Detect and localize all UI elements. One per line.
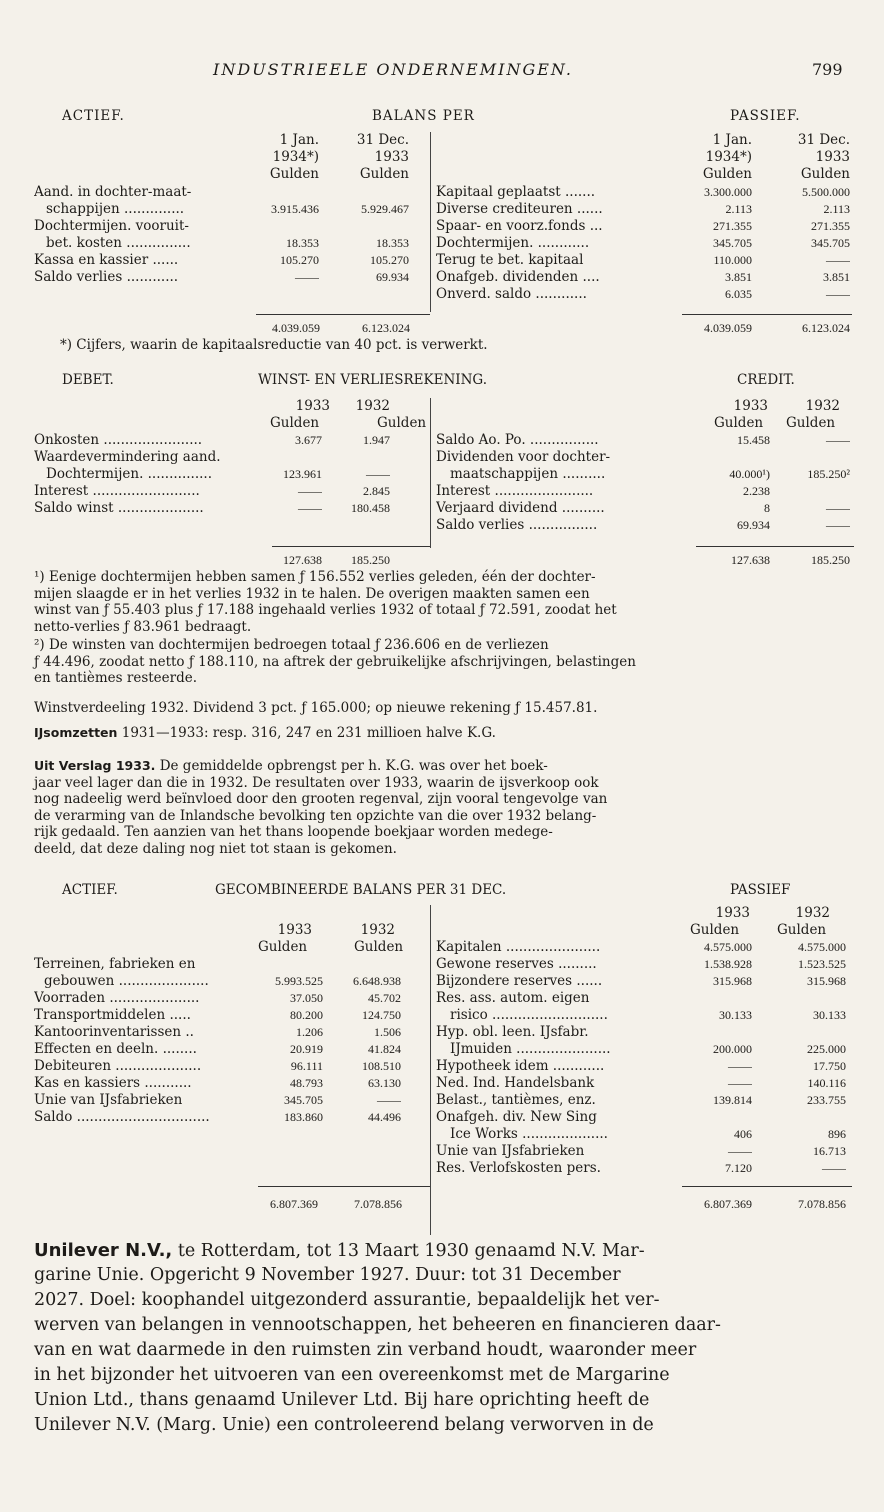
- balans2-divider: [430, 905, 431, 1235]
- ijsomzetten-text: 1931—1933: resp. 316, 247 en 231 millioen halve K.G.: [117, 725, 496, 741]
- balans1-footnote: *) Cijfers, waarin de kapitaalsreductie van 40 pct. is verwerkt.: [60, 337, 488, 353]
- winst-col-year-b: 1932: [355, 398, 390, 414]
- balans1-right-total-1933: 6.123.024: [802, 321, 850, 335]
- winst-left-total-1933: 127.638: [283, 553, 322, 567]
- ijsomzetten-line: [34, 724, 496, 742]
- balans1-left-values-1933: 5.929.467 18.353 105.270 69.934: [361, 202, 409, 284]
- balans1-colhead-right-b: 31 Dec. 1933 Gulden: [797, 132, 850, 182]
- footnote-1: ¹) Eenige dochtermijen hebben samen ƒ 156.552 verlies geleden, één der dochter- mijen slaagde er in het verlies 1932 in te halen. De overigen maakten samen een winst van ƒ 55.403 plus ƒ 17.188 ingehaald verlies 1932 of totaal ƒ 72.591, zoodat het netto-verlies ƒ 83.961 bedraagt.: [34, 569, 617, 635]
- balans2-title: GECOMBINEERDE BALANS PER 31 DEC.: [215, 882, 507, 898]
- balans1-left-values-1934: 3.915.436 18.353 105.270 ——: [271, 202, 319, 284]
- winst-right-values-1933: 15.458 40.000¹) 2.238 8 69.934: [729, 433, 770, 532]
- winst-left-labels: Onkosten ....................... Waardevermindering aand. Dochtermijen. ............... Interest ......................... Saldo winst ....................: [34, 432, 221, 516]
- winst-right-total-1933: 127.638: [731, 553, 770, 567]
- winst-right-total-1932: 185.250: [811, 553, 850, 567]
- winst-right-year-b: 1932: [805, 398, 840, 414]
- balans1-left-labels: Aand. in dochter-maat- schappijen .............. Dochtermijen. vooruit- bet. kosten ............... Kassa en kassier ...... Saldo verlies ............: [34, 184, 192, 285]
- balans2-right-unit-b: Gulden: [777, 922, 827, 938]
- winst-title: WINST- EN VERLIESREKENING.: [258, 372, 488, 388]
- balans1-colhead-left-a: 1 Jan. 1934*) Gulden: [269, 132, 319, 182]
- balans2-right-total-1933: 6.807.369: [704, 1197, 752, 1211]
- winst-right-values-1932: —— 185.250² —— ——: [807, 433, 850, 532]
- winst-left-total-1932: 185.250: [351, 553, 390, 567]
- unilever-name: Unilever N.V.,: [34, 1240, 173, 1261]
- balans1-right-values-1933: 5.500.000 2.113 271.355 345.705 —— 3.851 ——: [802, 185, 850, 301]
- winst-right-labels: Saldo Ao. Po. ................ Dividenden voor dochter- maatschappijen .......... Interest ....................... Verjaard dividend .......... Saldo verlies ................: [436, 432, 611, 533]
- balans2-left-values-1932: 6.648.938 45.702 124.750 1.506 41.824 108.510 63.130 —— 44.496: [353, 974, 401, 1124]
- balans1-right-labels: Kapitaal geplaatst ....... Diverse crediteuren ...... Spaar- en voorz.fonds ... Dochtermijen. ............ Terug te bet. kapitaal Onafgeb. dividenden .... Onverd. saldo ............: [436, 184, 603, 302]
- balans2-left-year-a: 1933: [277, 922, 312, 938]
- balans1-title: BALANS PER: [372, 108, 475, 124]
- winst-right-year-a: 1933: [733, 398, 768, 414]
- winst-left-values-1932: 1.947 —— 2.845 180.458: [351, 433, 390, 515]
- balans1-right-total-1934: 4.039.059: [704, 321, 752, 335]
- winst-left-values-1933: 3.677 123.961 —— ——: [283, 433, 322, 515]
- balans2-left-values-1933: 5.993.525 37.050 80.200 1.206 20.919 96.111 48.793 345.705 183.860: [275, 974, 323, 1124]
- balans1-actief-heading: ACTIEF.: [62, 108, 125, 124]
- page-number: 799: [812, 60, 843, 79]
- balans2-left-unit-a: Gulden: [258, 939, 308, 955]
- balans2-actief-heading: ACTIEF.: [62, 882, 118, 898]
- footnote-2: ²) De winsten van dochtermijen bedroegen totaal ƒ 236.606 en de verliezen ƒ 44.496, zoodat netto ƒ 188.110, na aftrek der gebruikelijke afschrijvingen, belastingen en tantièmes resteerde.: [34, 637, 636, 687]
- winst-divider: [430, 398, 431, 548]
- verslag-label: Uit Verslag 1933.: [34, 758, 156, 773]
- balans2-right-labels: Kapitalen ...................... Gewone reserves ......... Bijzondere reserves ...... Res. ass. autom. eigen risico ........................... Hyp. obl. leen. IJsfabr. IJmuiden ...................... Hypotheek idem ............ Ned. Ind. Handelsbank Belast., tantièmes, enz. Onafgeh. div. New Sing Ice Works .................... Unie van IJsfabrieken Res. Verlofskosten pers.: [436, 939, 611, 1176]
- winst-col-unit-a: Gulden: [270, 415, 320, 431]
- balans1-colhead-right-a: 1 Jan. 1934*) Gulden: [702, 132, 752, 182]
- balans1-colhead-left-b: 31 Dec. 1933 Gulden: [356, 132, 409, 182]
- balans1-passief-heading: PASSIEF.: [730, 108, 801, 124]
- balans2-left-total-1932: 7.078.856: [354, 1197, 402, 1211]
- balans2-left-year-b: 1932: [360, 922, 395, 938]
- balans1-left-total-1934: 4.039.059: [272, 321, 320, 335]
- balans1-left-total-1933: 6.123.024: [362, 321, 410, 335]
- winst-credit-heading: CREDIT.: [737, 372, 795, 388]
- balans2-right-unit-a: Gulden: [690, 922, 740, 938]
- balans2-right-values-1932: 4.575.000 1.523.525 315.968 30.133 225.000 17.750 140.116 233.755 896 16.713 ——: [798, 940, 846, 1175]
- balans1-right-values-1934: 3.300.000 2.113 271.355 345.705 110.000 3.851 6.035: [704, 185, 752, 301]
- balans2-left-total-1933: 6.807.369: [270, 1197, 318, 1211]
- balans2-right-values-1933: 4.575.000 1.538.928 315.968 30.133 200.000 —— —— 139.814 406 —— 7.120: [704, 940, 752, 1175]
- balans2-left-total-rule: [258, 1186, 430, 1187]
- winst-right-unit-a: Gulden: [714, 415, 764, 431]
- winstverdeeling: Winstverdeeling 1932. Dividend 3 pct. ƒ 165.000; op nieuwe rekening ƒ 15.457.81.: [34, 700, 598, 716]
- balans2-left-unit-b: Gulden: [354, 939, 404, 955]
- unilever-paragraph: Unilever N.V., te Rotterdam, tot 13 Maart 1930 genaamd N.V. Mar- garine Unie. Opgericht 9 November 1927. Duur: tot 31 December 2027. Doel: koophandel uitgezonderd assurantie, bepaaldelijk het ver- werven van belangen in vennootschappen, het beheeren en financieren daar- van en wat daarmede in den ruimsten zin verband houdt, waaronder meer in het bijzonder het uitvoeren van een overeenkomst met de Margarine Union Ltd., thans genaamd Unilever Ltd. Bij hare oprichting heeft de Unilever N.V. (Marg. Unie) een controleerend belang verworven in de: [34, 1240, 721, 1435]
- winst-col-year-a: 1933: [295, 398, 330, 414]
- verslag-paragraph: Uit Verslag 1933. De gemiddelde opbrengst per h. K.G. was over het boek- jaar veel lager dan die in 1932. De resultaten over 1933, waarin de ijsverkoop ook nog nadeelig werd beïnvloed door den grooten regenval, zijn vooral tengevolge van de verarming van de Inlandsche bevolking ten opzichte van die over 1932 belang- rijk gedaald. Ten aanzien van het thans loopende boekjaar worden medege- deeld, dat deze daling nog niet tot staan is gekomen.: [34, 758, 608, 857]
- winst-right-unit-b: Gulden: [786, 415, 836, 431]
- running-title: INDUSTRIEELE ONDERNEMINGEN.: [213, 60, 573, 79]
- balans2-right-total-rule: [682, 1186, 852, 1187]
- balans1-right-total-rule: [682, 314, 852, 315]
- balans2-right-total-1932: 7.078.856: [798, 1197, 846, 1211]
- balans1-left-total-rule: [256, 314, 430, 315]
- winst-left-total-rule: [272, 546, 430, 547]
- winst-debet-heading: DEBET.: [62, 372, 114, 388]
- winst-right-total-rule: [696, 546, 854, 547]
- balans2-right-year-b: 1932: [795, 905, 830, 921]
- balans1-divider: [430, 132, 431, 312]
- balans2-right-year-a: 1933: [715, 905, 750, 921]
- winst-col-unit-b: Gulden: [377, 415, 427, 431]
- balans2-passief-heading: PASSIEF: [730, 882, 791, 898]
- balans2-left-labels: Terreinen, fabrieken en gebouwen ..................... Voorraden ..................... Transportmiddelen ..... Kantoorinventarissen .. Effecten en deeln. ........ Debiteuren .................... Kas en kassiers ........... Unie van IJsfabrieken Saldo ...............................: [34, 956, 210, 1125]
- ijsomzetten-label: IJsomzetten: [34, 725, 118, 740]
